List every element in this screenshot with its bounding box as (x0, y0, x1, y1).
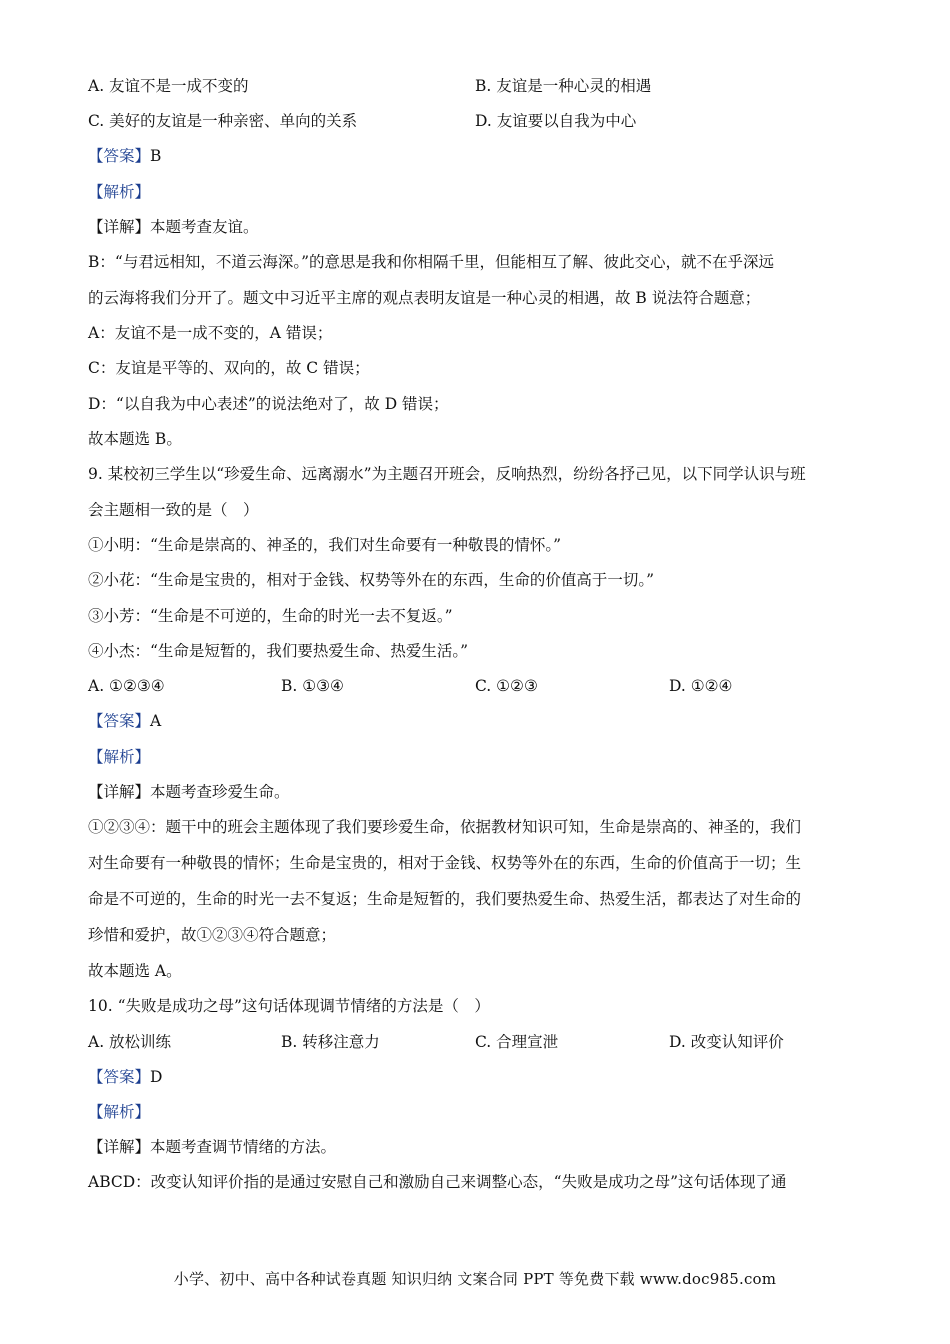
q8-detail-line (88, 216, 259, 238)
q9-option-c: C. ①②③ (475, 677, 538, 695)
q9-statement: ③小芳：“生命是不可逆的，生命的时光一去不复返。” (88, 607, 453, 625)
q8-answer: B (150, 147, 162, 165)
q9-option-d: D. ①②④ (669, 677, 733, 695)
q8-option-b: B. 友谊是一种心灵的相遇 (475, 77, 652, 95)
q10-answer: D (150, 1068, 163, 1086)
detail-tag: 【详解】 (88, 1138, 151, 1156)
q10-option-a: A. 放松训练 (88, 1033, 172, 1051)
q10-detail-text: 本题考查调节情绪的方法。 (150, 1138, 337, 1156)
answer-tag: 【答案】 (88, 147, 151, 165)
detail-tag: 【详解】 (88, 783, 151, 801)
q9-analysis-tag: 【解析】 (88, 748, 151, 766)
q8-option-a: A. 友谊不是一成不变的 (88, 77, 249, 95)
q9-detail-line (88, 781, 290, 803)
q10-stem: 10. “失败是成功之母”这句话体现调节情绪的方法是（ ） (88, 997, 490, 1015)
q9-answer-line (88, 710, 161, 732)
q9-explanation-line: 命是不可逆的，生命的时光一去不复返；生命是短暂的，我们要热爱生命、热爱生活，都表达了对生命的 (88, 890, 802, 908)
q8-conclusion: 故本题选 B。 (88, 430, 182, 448)
q10-option-d: D. 改变认知评价 (669, 1033, 784, 1051)
q9-explanation-line: ①②③④：题干中的班会主题体现了我们要珍爱生命，依据教材知识可知，生命是崇高的、神圣的，我们 (88, 818, 802, 836)
q9-option-a: A. ①②③④ (88, 677, 165, 695)
q10-answer-line (88, 1066, 162, 1088)
q9-detail-text: 本题考查珍爱生命。 (150, 783, 290, 801)
q8-explanation-line: D：“以自我为中心表述”的说法绝对了，故 D 错误； (88, 395, 449, 413)
q9-conclusion: 故本题选 A。 (88, 962, 182, 980)
q9-stem-line: 会主题相一致的是（ ） (88, 501, 259, 519)
q8-explanation-line: 的云海将我们分开了。题文中习近平主席的观点表明友谊是一种心灵的相遇，故 B 说法符合题意； (88, 289, 761, 307)
q8-analysis-tag: 【解析】 (88, 183, 151, 201)
q10-detail-line (88, 1136, 336, 1158)
q9-statement: ④小杰：“生命是短暂的，我们要热爱生命、热爱生活。” (88, 642, 469, 660)
q9-answer: A (150, 712, 162, 730)
page-footer: 小学、初中、高中各种试卷真题 知识归纳 文案合同 PPT 等免费下载 www.doc985.com (173, 1270, 777, 1288)
q10-analysis-tag: 【解析】 (88, 1103, 151, 1121)
q9-stem-line: 9. 某校初三学生以“珍爱生命、远离溺水”为主题召开班会，反响热烈，纷纷各抒己见，以下同学认识与班 (88, 465, 806, 483)
q9-option-b: B. ①③④ (281, 677, 344, 695)
q10-explanation-line: ABCD：改变认知评价指的是通过安慰自己和激励自己来调整心态，“失败是成功之母”这句话体现了通 (88, 1173, 787, 1191)
q9-explanation-line: 珍惜和爱护，故①②③④符合题意； (88, 926, 337, 944)
answer-tag: 【答案】 (88, 712, 151, 730)
q9-statement: ②小花：“生命是宝贵的，相对于金钱、权势等外在的东西，生命的价值高于一切。” (88, 571, 655, 589)
q9-statement: ①小明：“生命是崇高的、神圣的，我们对生命要有一种敬畏的情怀。” (88, 536, 562, 554)
answer-tag: 【答案】 (88, 1068, 151, 1086)
q8-explanation-line: A：友谊不是一成不变的，A 错误； (88, 324, 333, 342)
q8-detail-text: 本题考查友谊。 (150, 218, 259, 236)
q8-answer-line (88, 145, 161, 167)
q8-explanation-line: C：友谊是平等的、双向的，故 C 错误； (88, 359, 370, 377)
q10-option-b: B. 转移注意力 (281, 1033, 380, 1051)
q9-explanation-line: 对生命要有一种敬畏的情怀；生命是宝贵的，相对于金钱、权势等外在的东西，生命的价值高于一切；生 (88, 854, 802, 872)
detail-tag: 【详解】 (88, 218, 151, 236)
q8-explanation-line: B：“与君远相知，不道云海深。”的意思是我和你相隔千里，但能相互了解、彼此交心，就不在乎深远 (88, 253, 774, 271)
q8-option-c: C. 美好的友谊是一种亲密、单向的关系 (88, 112, 358, 130)
q8-option-d: D. 友谊要以自我为中心 (475, 112, 637, 130)
q10-option-c: C. 合理宣泄 (475, 1033, 559, 1051)
